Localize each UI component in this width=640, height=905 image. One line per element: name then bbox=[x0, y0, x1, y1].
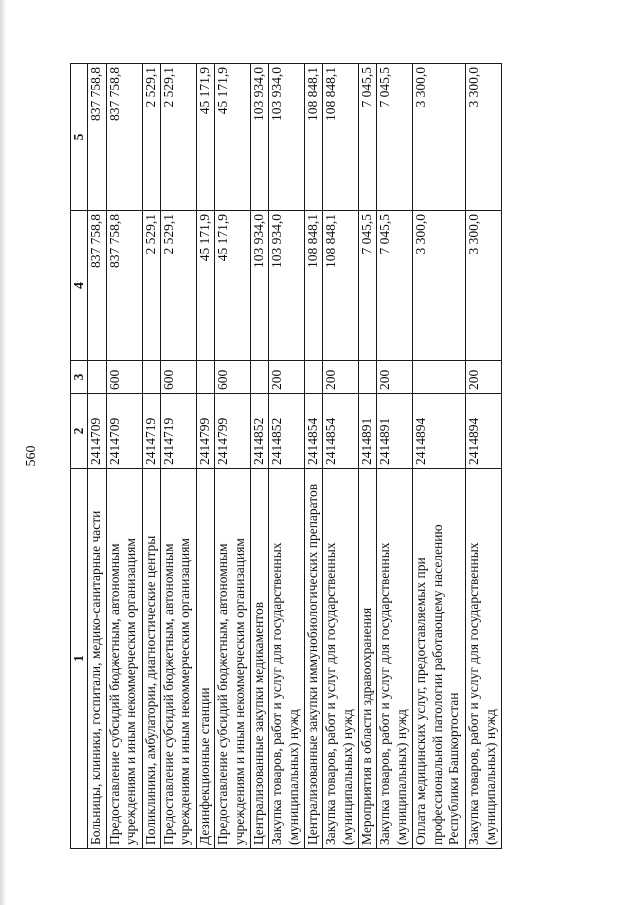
row-value-4: 837 758,8 bbox=[88, 211, 106, 361]
row-value-5: 2 529,1 bbox=[160, 64, 196, 211]
row-code: 2414894 bbox=[413, 394, 466, 469]
row-code: 2414799 bbox=[196, 394, 214, 469]
row-name: Поликлиники, амбулатории, диагностические центры bbox=[142, 469, 160, 849]
row-value-5: 108 848,1 bbox=[304, 64, 322, 211]
row-name: Закупка товаров, работ и услуг для государственных (муниципальных) нужд bbox=[377, 469, 413, 849]
header-cell-5: 5 bbox=[71, 64, 88, 211]
row-code: 2414709 bbox=[88, 394, 106, 469]
header-cell-2: 2 bbox=[71, 394, 88, 469]
row-value-4: 3 300,0 bbox=[466, 211, 502, 361]
row-value-5: 103 934,0 bbox=[250, 64, 268, 211]
row-type bbox=[88, 361, 106, 394]
row-value-5: 3 300,0 bbox=[466, 64, 502, 211]
header-cell-1: 1 bbox=[71, 469, 88, 849]
row-name: Оплата медицинских услуг, предоставляемых при профессиональной патологии работающему населению Республики Башкортостан bbox=[413, 469, 466, 849]
row-code: 2414852 bbox=[250, 394, 268, 469]
row-value-4: 103 934,0 bbox=[250, 211, 268, 361]
row-name: Мероприятия в области здравоохранения bbox=[359, 469, 377, 849]
row-type: 200 bbox=[323, 361, 359, 394]
row-value-5: 7 045,5 bbox=[359, 64, 377, 211]
scan-edge-shadow bbox=[0, 0, 6, 905]
row-value-4: 45 171,9 bbox=[215, 211, 251, 361]
table-row bbox=[215, 64, 251, 849]
row-value-4: 7 045,5 bbox=[377, 211, 413, 361]
row-value-4: 2 529,1 bbox=[142, 211, 160, 361]
header-cell-4: 4 bbox=[71, 211, 88, 361]
row-value-4: 7 045,5 bbox=[359, 211, 377, 361]
row-name: Предоставление субсидий бюджетным, автономным учреждениям и иным некоммерческим организациям bbox=[215, 469, 251, 849]
row-name: Предоставление субсидий бюджетным, автономным учреждениям и иным некоммерческим организациям bbox=[106, 469, 142, 849]
table-row bbox=[250, 64, 268, 849]
row-type bbox=[359, 361, 377, 394]
row-code: 2414719 bbox=[160, 394, 196, 469]
table-row bbox=[160, 64, 196, 849]
row-code: 2414854 bbox=[323, 394, 359, 469]
row-value-5: 103 934,0 bbox=[269, 64, 305, 211]
row-value-5: 2 529,1 bbox=[142, 64, 160, 211]
row-value-5: 7 045,5 bbox=[377, 64, 413, 211]
table-row bbox=[196, 64, 214, 849]
row-type: 600 bbox=[160, 361, 196, 394]
table-row bbox=[359, 64, 377, 849]
row-name: Закупка товаров, работ и услуг для государственных (муниципальных) нужд bbox=[323, 469, 359, 849]
row-name: Дезинфекционные станции bbox=[196, 469, 214, 849]
row-type: 600 bbox=[215, 361, 251, 394]
row-code: 2414854 bbox=[304, 394, 322, 469]
row-type bbox=[142, 361, 160, 394]
table-row bbox=[466, 64, 502, 849]
row-value-4: 3 300,0 bbox=[413, 211, 466, 361]
row-value-4: 108 848,1 bbox=[323, 211, 359, 361]
row-type bbox=[196, 361, 214, 394]
table-row bbox=[88, 64, 106, 849]
table-row bbox=[106, 64, 142, 849]
row-value-5: 45 171,9 bbox=[215, 64, 251, 211]
page-number: 560 bbox=[24, 445, 39, 467]
row-type: 200 bbox=[269, 361, 305, 394]
row-name: Централизованные закупки иммунобиологических препаратов bbox=[304, 469, 322, 849]
row-value-4: 2 529,1 bbox=[160, 211, 196, 361]
row-type: 200 bbox=[466, 361, 502, 394]
row-value-4: 103 934,0 bbox=[269, 211, 305, 361]
row-code: 2414891 bbox=[377, 394, 413, 469]
row-code: 2414799 bbox=[215, 394, 251, 469]
table-row bbox=[269, 64, 305, 849]
table-row bbox=[304, 64, 322, 849]
row-code: 2414719 bbox=[142, 394, 160, 469]
row-code: 2414894 bbox=[466, 394, 502, 469]
row-value-4: 45 171,9 bbox=[196, 211, 214, 361]
row-value-5: 45 171,9 bbox=[196, 64, 214, 211]
row-code: 2414852 bbox=[269, 394, 305, 469]
header-row bbox=[71, 64, 88, 849]
row-value-4: 108 848,1 bbox=[304, 211, 322, 361]
table-row bbox=[323, 64, 359, 849]
row-name: Централизованные закупки медикаментов bbox=[250, 469, 268, 849]
row-type: 200 bbox=[377, 361, 413, 394]
table-row bbox=[413, 64, 466, 849]
row-type bbox=[413, 361, 466, 394]
row-type bbox=[304, 361, 322, 394]
budget-table-container bbox=[70, 64, 502, 849]
row-code: 2414709 bbox=[106, 394, 142, 469]
row-value-4: 837 758,8 bbox=[106, 211, 142, 361]
row-type bbox=[250, 361, 268, 394]
header-cell-3: 3 bbox=[71, 361, 88, 394]
row-value-5: 837 758,8 bbox=[106, 64, 142, 211]
row-name: Больницы, клиники, госпитали, медико-санитарные части bbox=[88, 469, 106, 849]
row-value-5: 108 848,1 bbox=[323, 64, 359, 211]
table-row bbox=[142, 64, 160, 849]
row-value-5: 837 758,8 bbox=[88, 64, 106, 211]
row-name: Закупка товаров, работ и услуг для государственных (муниципальных) нужд bbox=[466, 469, 502, 849]
row-name: Предоставление субсидий бюджетным, автономным учреждениям и иным некоммерческим организациям bbox=[160, 469, 196, 849]
row-type: 600 bbox=[106, 361, 142, 394]
row-value-5: 3 300,0 bbox=[413, 64, 466, 211]
table-row bbox=[377, 64, 413, 849]
row-code: 2414891 bbox=[359, 394, 377, 469]
budget-table bbox=[70, 63, 502, 849]
row-name: Закупка товаров, работ и услуг для государственных (муниципальных) нужд bbox=[269, 469, 305, 849]
